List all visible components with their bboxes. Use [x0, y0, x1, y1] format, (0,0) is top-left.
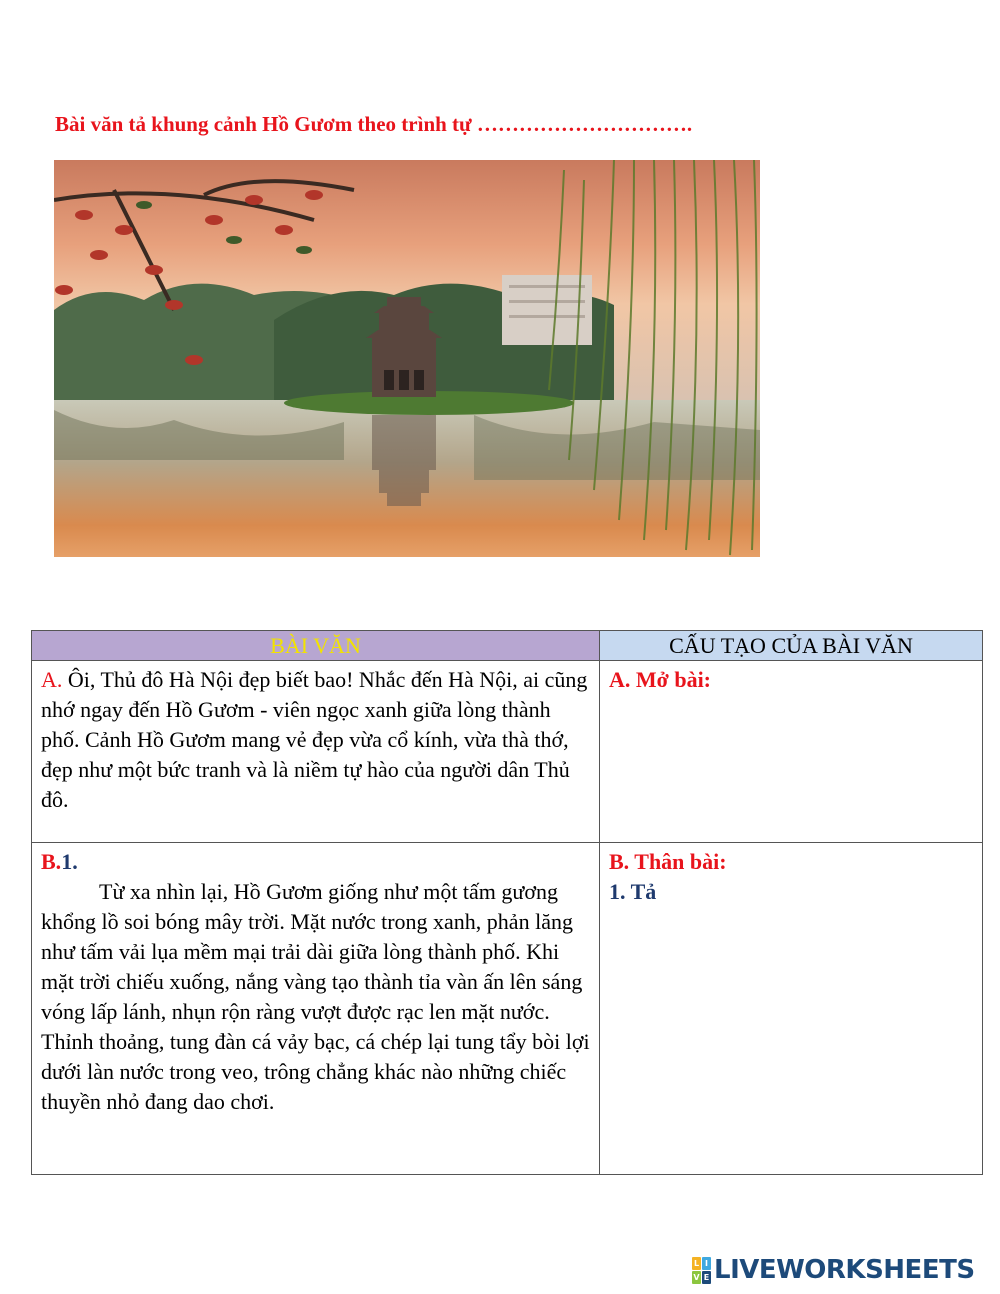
header-structure: CẤU TẠO CỦA BÀI VĂN	[600, 631, 983, 661]
logo-text: LIVEWORKSHEETS	[714, 1255, 975, 1285]
logo-mark-letter: V	[693, 1272, 700, 1282]
paragraph-text: Từ xa nhìn lại, Hồ Gươm giống như một tấm gương khổng lồ soi bóng mây trời. Mặt nước trong xanh, phản lăng như tấm vải lụa mềm mại trải dài giữa lòng thành phố. Khi mặt trời chiếu xuống, nắng vàng tạo thành tỉa vàn ấn lên sáng vóng lấp lánh, nhụn rộn ràng vượt được rạc len mặt nước. Thỉnh thoảng, tung đàn cá vảy bạc, cá chép lại tung tẩy bòi lợi dưới làn nước trong veo, trông chẳng khác nào những chiếc thuyền nhỏ đang dao chơi.	[41, 879, 590, 1114]
essay-cell-a	[32, 661, 600, 843]
table-header-row	[32, 631, 983, 661]
structure-label: B. Thân bài:	[609, 849, 727, 874]
header-essay: BÀI VĂN	[32, 631, 600, 661]
worksheet-title: Bài văn tả khung cảnh Hồ Gươm theo trình tự ………………………….	[55, 112, 693, 136]
structure-label: A. Mở bài:	[609, 667, 712, 692]
hoan-kiem-lake-photo	[54, 160, 760, 557]
paragraph-text: Ôi, Thủ đô Hà Nội đẹp biết bao! Nhắc đến Hà Nội, ai cũng nhớ ngay đến Hồ Gươm - viên ngọc xanh giữa lòng thành phố. Cảnh Hồ Gươm mang vẻ đẹp vừa cổ kính, vừa thà thớ, đẹp như một bức tranh và là niềm tự hào của người dân Thủ đô.	[41, 667, 588, 812]
structure-item: 1. Tả	[609, 879, 657, 904]
logo-mark-icon	[692, 1257, 711, 1284]
structure-cell-a[interactable]	[600, 661, 983, 843]
logo-mark-letter: L	[693, 1258, 700, 1268]
table-row	[32, 661, 983, 843]
logo-mark-letter: I	[702, 1257, 711, 1270]
table-row	[32, 843, 983, 1175]
logo-mark-letter: E	[703, 1272, 710, 1282]
paragraph-marker: A.	[41, 667, 63, 692]
essay-cell-b	[32, 843, 600, 1175]
liveworksheets-logo[interactable]	[692, 1255, 992, 1285]
structure-cell-b[interactable]	[600, 843, 983, 1175]
paragraph-marker-number: 1.	[61, 849, 78, 874]
paragraph-marker-letter: B.	[41, 849, 62, 874]
essay-table	[31, 630, 983, 1175]
